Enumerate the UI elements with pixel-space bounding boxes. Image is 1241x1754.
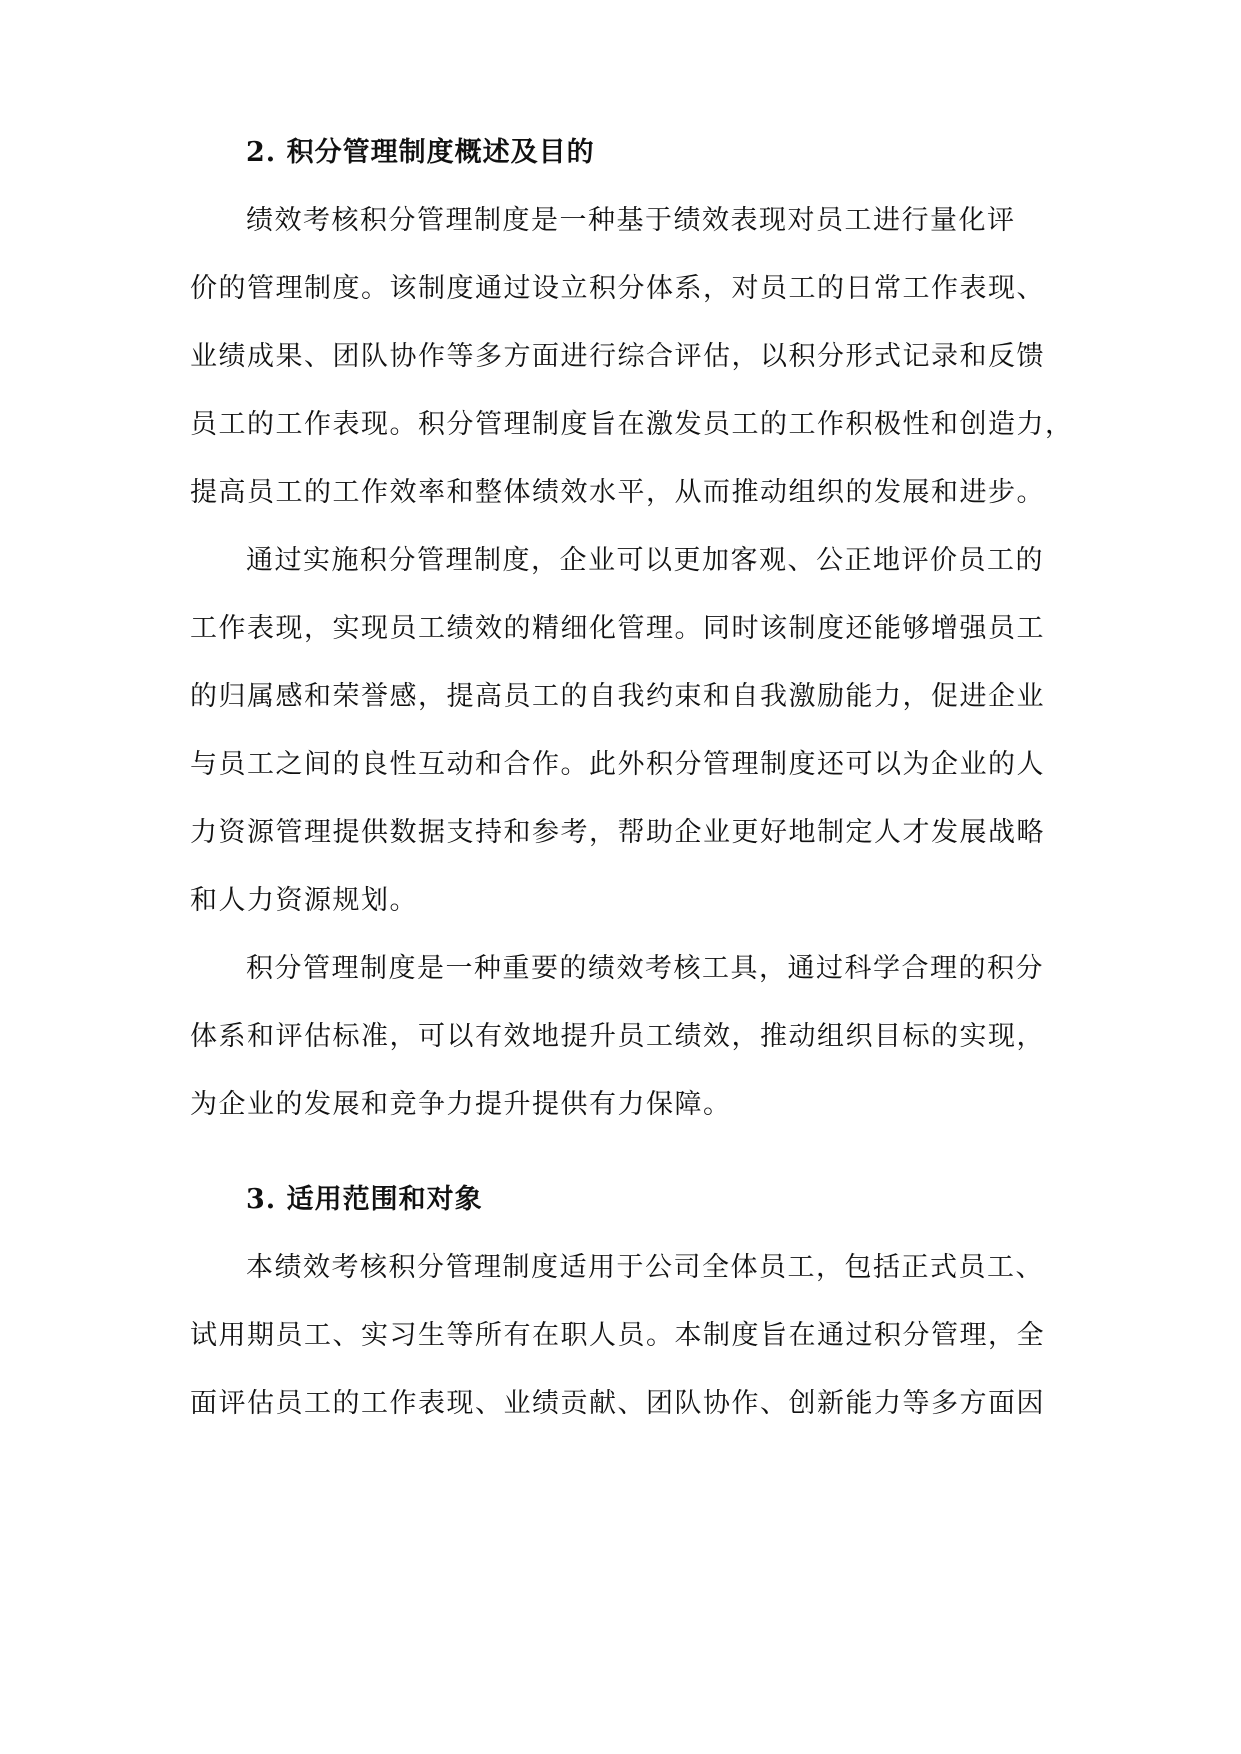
paragraph-line: 绩效考核积分管理制度是一种基于绩效表现对员工进行量化评 [246, 205, 1016, 236]
section-heading: 3. 适用范围和对象 [246, 1184, 483, 1215]
paragraph-line: 工作表现，实现员工绩效的精细化管理。同时该制度还能够增强员工 [190, 613, 1045, 644]
paragraph-line: 本绩效考核积分管理制度适用于公司全体员工，包括正式员工、 [246, 1252, 1044, 1283]
paragraph-line: 面评估员工的工作表现、业绩贡献、团队协作、创新能力等多方面因 [190, 1388, 1045, 1419]
section-heading: 2. 积分管理制度概述及目的 [246, 137, 595, 168]
paragraph-line: 与员工之间的良性互动和合作。此外积分管理制度还可以为企业的人 [190, 749, 1045, 780]
paragraph-line: 力资源管理提供数据支持和参考，帮助企业更好地制定人才发展战略 [190, 817, 1045, 848]
paragraph-line: 业绩成果、团队协作等多方面进行综合评估，以积分形式记录和反馈 [190, 341, 1045, 372]
paragraph-line: 试用期员工、实习生等所有在职人员。本制度旨在通过积分管理，全 [190, 1320, 1045, 1351]
paragraph-line: 积分管理制度是一种重要的绩效考核工具，通过科学合理的积分 [246, 953, 1044, 984]
paragraph-line: 的归属感和荣誉感，提高员工的自我约束和自我激励能力，促进企业 [190, 681, 1045, 712]
paragraph-line: 通过实施积分管理制度，企业可以更加客观、公正地评价员工的 [246, 545, 1044, 576]
paragraph-line: 为企业的发展和竞争力提升提供有力保障。 [190, 1089, 732, 1120]
paragraph-line: 和人力资源规划。 [190, 885, 418, 916]
paragraph-line: 价的管理制度。该制度通过设立积分体系，对员工的日常工作表现、 [190, 273, 1045, 304]
paragraph-line: 提高员工的工作效率和整体绩效水平，从而推动组织的发展和进步。 [190, 477, 1045, 508]
paragraph-line: 员工的工作表现。积分管理制度旨在激发员工的工作积极性和创造力， [190, 409, 1074, 440]
paragraph-line: 体系和评估标准，可以有效地提升员工绩效，推动组织目标的实现， [190, 1021, 1045, 1052]
